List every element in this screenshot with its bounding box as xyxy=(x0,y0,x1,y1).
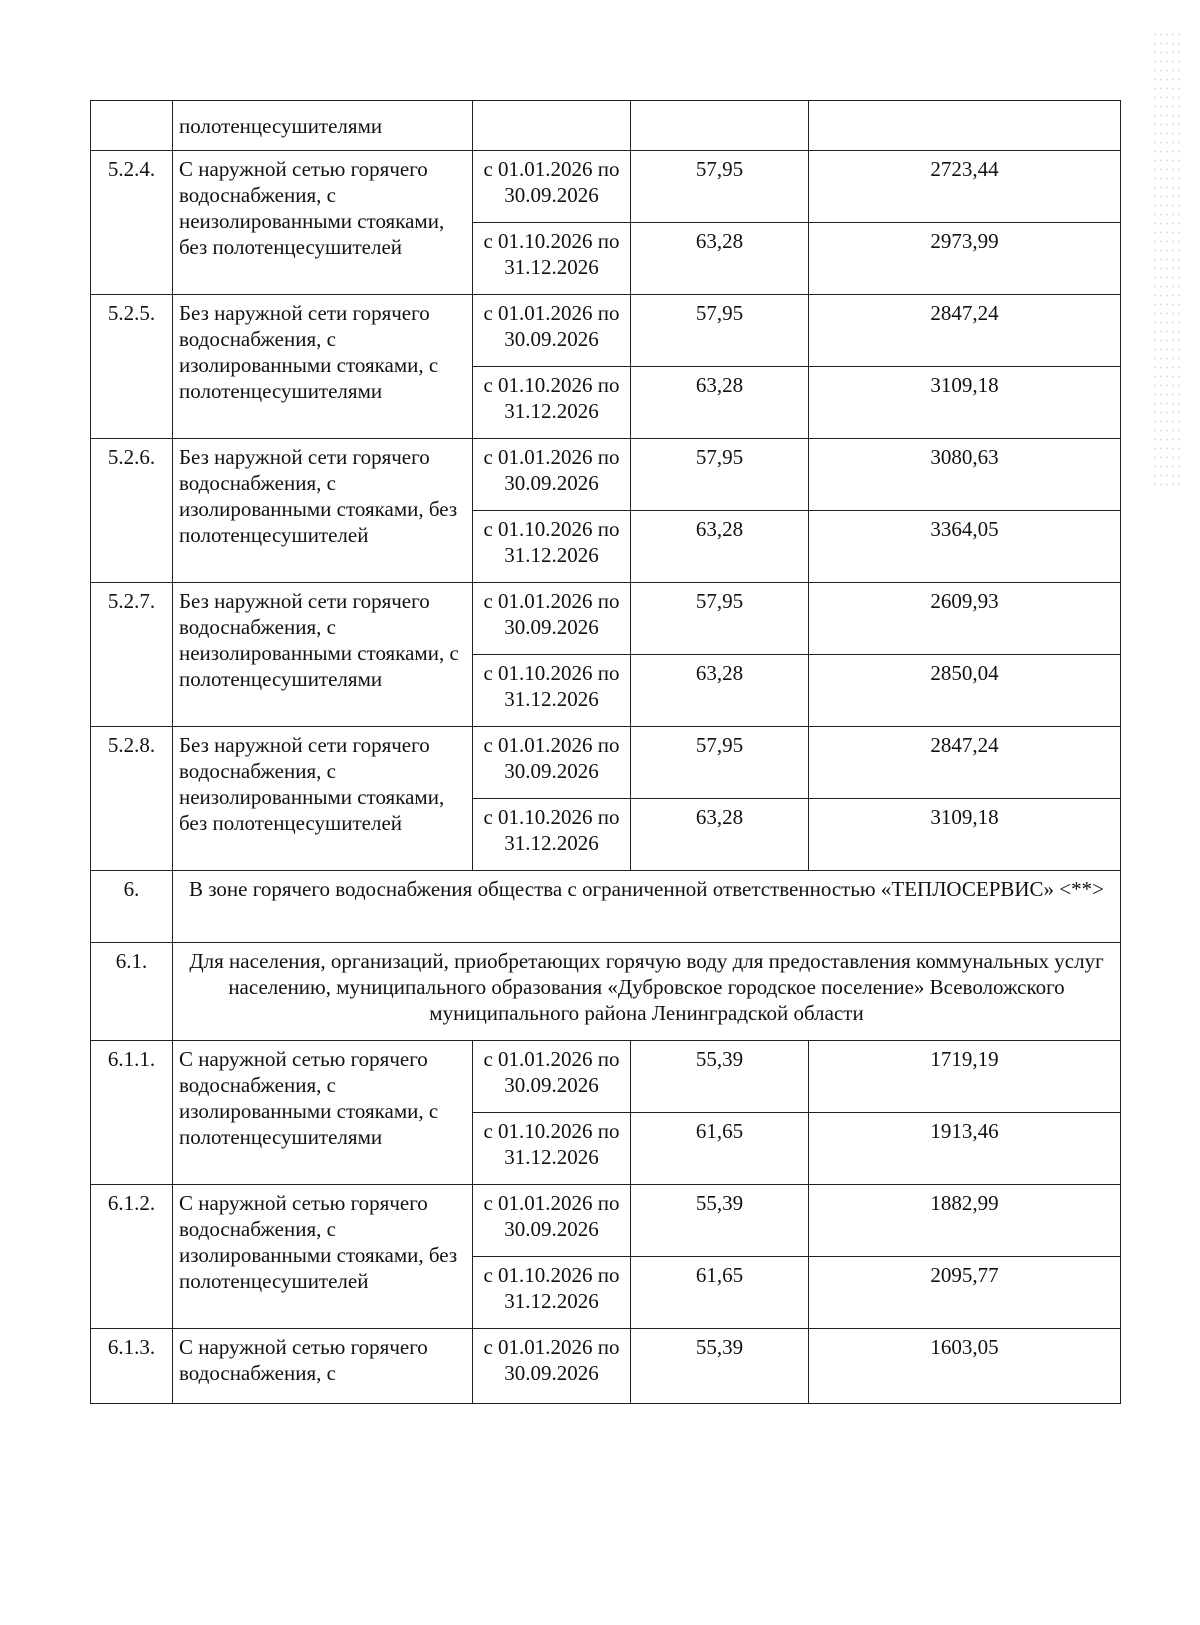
row-period: с 01.01.2026 по 30.09.2026 xyxy=(473,583,631,655)
section-number: 6.1. xyxy=(91,943,173,1041)
table-row xyxy=(91,439,1121,511)
row-value-1: 61,65 xyxy=(631,1257,809,1329)
row-period: с 01.10.2026 по 31.12.2026 xyxy=(473,223,631,295)
row-name: С наружной сетью горячего водоснабжения, с xyxy=(173,1329,473,1404)
row-value-2: 2609,93 xyxy=(809,583,1121,655)
row-period: с 01.10.2026 по 31.12.2026 xyxy=(473,511,631,583)
row-period: с 01.01.2026 по 30.09.2026 xyxy=(473,295,631,367)
table-row xyxy=(91,1041,1121,1113)
row-number: 5.2.7. xyxy=(91,583,173,727)
row-number: 5.2.5. xyxy=(91,295,173,439)
row-value-1 xyxy=(631,101,809,151)
row-name: С наружной сетью горячего водоснабжения, с неизолированными стояками, без полотенцесушителей xyxy=(173,151,473,295)
row-number xyxy=(91,101,173,151)
row-name: С наружной сетью горячего водоснабжения, с изолированными стояками, с полотенцесушителями xyxy=(173,1041,473,1185)
row-value-1: 57,95 xyxy=(631,295,809,367)
row-value-2: 1719,19 xyxy=(809,1041,1121,1113)
row-value-1: 55,39 xyxy=(631,1041,809,1113)
row-name: полотенцесушителями xyxy=(173,101,473,151)
row-value-2: 3109,18 xyxy=(809,367,1121,439)
tariff-table xyxy=(90,100,1121,1404)
row-name: Без наружной сети горячего водоснабжения, с неизолированными стояками, с полотенцесушителями xyxy=(173,583,473,727)
row-value-2: 3080,63 xyxy=(809,439,1121,511)
row-value-1: 55,39 xyxy=(631,1329,809,1404)
row-value-1: 57,95 xyxy=(631,151,809,223)
row-period: с 01.10.2026 по 31.12.2026 xyxy=(473,1257,631,1329)
row-value-1: 57,95 xyxy=(631,727,809,799)
row-period: с 01.10.2026 по 31.12.2026 xyxy=(473,655,631,727)
table-row xyxy=(91,1185,1121,1257)
row-value-1: 57,95 xyxy=(631,439,809,511)
row-period: с 01.01.2026 по 30.09.2026 xyxy=(473,439,631,511)
row-period: с 01.01.2026 по 30.09.2026 xyxy=(473,1329,631,1404)
row-value-2: 3364,05 xyxy=(809,511,1121,583)
row-period: с 01.10.2026 по 31.12.2026 xyxy=(473,799,631,871)
section-number: 6. xyxy=(91,871,173,943)
row-period: с 01.01.2026 по 30.09.2026 xyxy=(473,727,631,799)
table-row xyxy=(91,1329,1121,1404)
row-period: с 01.01.2026 по 30.09.2026 xyxy=(473,1185,631,1257)
table-row xyxy=(91,151,1121,223)
row-value-2 xyxy=(809,101,1121,151)
row-number: 6.1.3. xyxy=(91,1329,173,1404)
row-period: с 01.10.2026 по 31.12.2026 xyxy=(473,1113,631,1185)
row-value-1: 63,28 xyxy=(631,223,809,295)
row-value-2: 1882,99 xyxy=(809,1185,1121,1257)
table-row xyxy=(91,727,1121,799)
row-value-1: 55,39 xyxy=(631,1185,809,1257)
row-name: Без наружной сети горячего водоснабжения, с неизолированными стояками, без полотенцесушителей xyxy=(173,727,473,871)
row-value-1: 61,65 xyxy=(631,1113,809,1185)
row-value-2: 2973,99 xyxy=(809,223,1121,295)
row-value-2: 1913,46 xyxy=(809,1113,1121,1185)
row-value-2: 2847,24 xyxy=(809,295,1121,367)
row-name: Без наружной сети горячего водоснабжения, с изолированными стояками, без полотенцесушителей xyxy=(173,439,473,583)
scan-noise xyxy=(1152,30,1182,490)
row-value-1: 63,28 xyxy=(631,511,809,583)
row-value-2: 2723,44 xyxy=(809,151,1121,223)
row-value-2: 2850,04 xyxy=(809,655,1121,727)
row-period: с 01.01.2026 по 30.09.2026 xyxy=(473,1041,631,1113)
row-value-2: 2847,24 xyxy=(809,727,1121,799)
row-number: 5.2.4. xyxy=(91,151,173,295)
row-period xyxy=(473,101,631,151)
row-name: Без наружной сети горячего водоснабжения, с изолированными стояками, с полотенцесушителями xyxy=(173,295,473,439)
section-row xyxy=(91,943,1121,1041)
row-period: с 01.01.2026 по 30.09.2026 xyxy=(473,151,631,223)
row-value-1: 63,28 xyxy=(631,655,809,727)
row-value-2: 2095,77 xyxy=(809,1257,1121,1329)
row-value-1: 63,28 xyxy=(631,367,809,439)
section-row xyxy=(91,871,1121,943)
row-period: с 01.10.2026 по 31.12.2026 xyxy=(473,367,631,439)
row-number: 5.2.8. xyxy=(91,727,173,871)
row-number: 5.2.6. xyxy=(91,439,173,583)
row-value-1: 63,28 xyxy=(631,799,809,871)
row-value-2: 1603,05 xyxy=(809,1329,1121,1404)
table-row xyxy=(91,583,1121,655)
row-value-2: 3109,18 xyxy=(809,799,1121,871)
table-row xyxy=(91,101,1121,151)
row-number: 6.1.2. xyxy=(91,1185,173,1329)
section-title: Для населения, организаций, приобретающих горячую воду для предоставления коммунальных услуг населению, муниципального образования «Дубровское городское поселение» Всеволожского муниципального района Ленинградской области xyxy=(173,943,1121,1041)
section-title: В зоне горячего водоснабжения общества с ограниченной ответственностью «ТЕПЛОСЕРВИС» <**> xyxy=(173,871,1121,943)
row-name: С наружной сетью горячего водоснабжения, с изолированными стояками, без полотенцесушителей xyxy=(173,1185,473,1329)
table-row xyxy=(91,295,1121,367)
row-number: 6.1.1. xyxy=(91,1041,173,1185)
row-value-1: 57,95 xyxy=(631,583,809,655)
